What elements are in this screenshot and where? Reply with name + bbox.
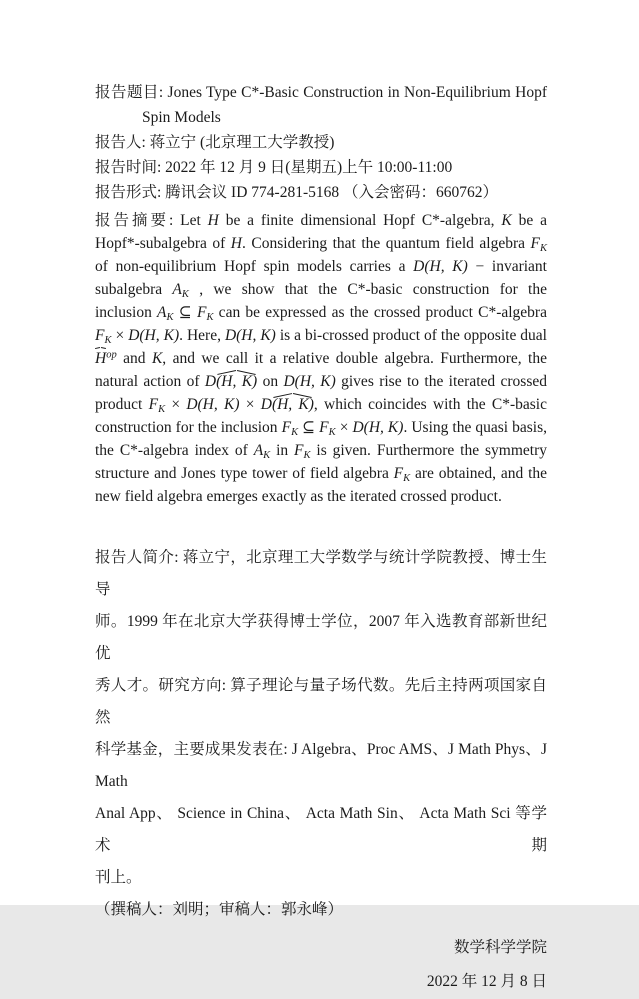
- text-run: F: [281, 419, 292, 436]
- text-run: K: [181, 288, 189, 300]
- abstract-line-6: [95, 324, 547, 347]
- text-run: K: [291, 426, 299, 438]
- text-run: ⊆: [173, 304, 197, 321]
- text-run: Hopf*-subalgebra of: [95, 235, 231, 252]
- text-run: D(H, K): [352, 419, 404, 436]
- text-run: gives rise to the iterated crossed: [335, 373, 548, 390]
- seminar-header: [95, 80, 547, 205]
- text-run: K: [403, 472, 411, 484]
- text-run: are obtained, and the: [410, 465, 548, 482]
- text-run: D(H, K): [413, 258, 468, 275]
- abstract-line-7: [95, 347, 547, 370]
- page-content: [95, 80, 547, 999]
- text-run: K: [104, 334, 112, 346]
- bio-line-5: Anal App、 Science in China、 Acta Math Sin、 Acta Math Sci 等学术期: [95, 805, 547, 854]
- text-run: K: [263, 449, 271, 461]
- abstract-line-4: [95, 278, 547, 301]
- abstract-line-11: [95, 439, 547, 462]
- text-run: inclusion: [95, 304, 158, 321]
- text-run: is a bi-crossed product of the opposite dual: [275, 327, 547, 344]
- text-run: K: [151, 350, 163, 367]
- bio-line-1: 报告人简介: 蒋立宁，北京理工大学数学与统计学院教授、博士生导: [95, 549, 547, 598]
- text-run: new field algebra emerges exactly as the iterated crossed product.: [95, 488, 502, 505]
- text-run: H: [95, 350, 107, 367]
- text-run: A: [253, 442, 264, 459]
- text-run: 报告摘要: Let: [95, 212, 208, 229]
- bio-line-6: 刊上。: [95, 869, 142, 886]
- text-run: D: [260, 396, 272, 413]
- time-line: 报告时间: 2022 年 12 月 9 日(星期五)上午 10:00-11:00: [95, 159, 453, 176]
- text-run: K: [158, 403, 166, 415]
- text-run: , we show that the C*-basic construction for the: [188, 281, 547, 298]
- text-run: natural action of: [95, 373, 205, 390]
- text-run: H: [207, 212, 219, 229]
- text-run: D(H, K): [224, 327, 276, 344]
- signature-section: [95, 931, 547, 999]
- text-run: D: [204, 373, 217, 390]
- text-run: on: [257, 373, 284, 390]
- bio-line-3: 秀人才。研究方向: 算子理论与量子场代数。先后主持两项国家自然: [95, 677, 547, 726]
- text-run: F: [148, 396, 159, 413]
- text-run: (H, K): [216, 373, 258, 390]
- text-run: subalgebra: [95, 281, 173, 298]
- text-run: be a: [511, 212, 547, 229]
- speaker-bio-section: [95, 542, 547, 894]
- abstract-line-2: [95, 232, 547, 255]
- text-run: . Considering that the quantum field algebra: [242, 235, 531, 252]
- text-run: K: [539, 242, 547, 254]
- text-run: ⊆: [298, 419, 320, 436]
- text-run: in: [270, 442, 295, 459]
- abstract-line-3: [95, 255, 547, 278]
- text-run: A: [172, 281, 182, 298]
- text-run: . Using the quasi basis,: [403, 419, 547, 436]
- abstract-line-5: [95, 301, 547, 324]
- text-run: K: [328, 426, 336, 438]
- text-run: D(H, K): [283, 373, 336, 390]
- text-run: . Here,: [179, 327, 225, 344]
- text-run: structure and Jones type tower of field algebra: [95, 465, 394, 482]
- text-run: F: [294, 442, 304, 459]
- text-run: D(H, K): [128, 327, 180, 344]
- text-run: K: [206, 311, 214, 323]
- seminar-title-line-2: Spin Models: [142, 109, 221, 126]
- credits-line: （撰稿人：刘明；审稿人：郭永峰）: [95, 901, 344, 918]
- text-run: F: [530, 235, 540, 252]
- text-run: (H, K): [271, 396, 314, 413]
- text-run: ×: [239, 396, 261, 413]
- text-run: , and we call it a relative double algebra. Furthermore, the: [162, 350, 547, 367]
- abstract-line-13: [95, 485, 547, 508]
- bio-line-2: 师。1999 年在北京大学获得博士学位，2007 年入选教育部新世纪优: [95, 613, 547, 662]
- text-run: and: [116, 350, 152, 367]
- text-run: F: [196, 304, 207, 321]
- text-run: product: [95, 396, 149, 413]
- bio-line-4: 科学基金，主要成果发表在: J Algebra、Proc AMS、J Math Phys、J Math: [95, 741, 547, 790]
- speaker-line: 报告人: 蒋立宁 (北京理工大学教授): [95, 134, 335, 151]
- text-run: F: [319, 419, 329, 436]
- text-run: D(H, K): [186, 396, 240, 413]
- text-run: F: [95, 327, 105, 344]
- text-run: − invariant: [467, 258, 547, 275]
- text-run: of non-equilibrium Hopf spin models carries a: [95, 258, 414, 275]
- abstract-line-10: [95, 416, 547, 439]
- signature-organization: 数学科学学院: [453, 939, 547, 956]
- text-run: the C*-algebra index of: [95, 442, 254, 459]
- text-run: H: [230, 235, 242, 252]
- seminar-title-line-1: 报告题目: Jones Type C*-Basic Construction in Non-Equilibrium Hopf: [95, 84, 547, 101]
- format-line: 报告形式: 腾讯会议 ID 774-281-5168 （入会密码：660762）: [95, 184, 498, 201]
- text-run: F: [393, 465, 404, 482]
- text-run: A: [157, 304, 167, 321]
- signature-date: 2022 年 12 月 8 日: [426, 973, 547, 990]
- abstract-line-9: [95, 393, 547, 416]
- abstract-section: [95, 209, 547, 508]
- text-run: is given. Furthermore the symmetry: [310, 442, 547, 459]
- text-run: K: [303, 449, 311, 461]
- text-run: K: [166, 311, 174, 323]
- text-run: op: [106, 349, 117, 361]
- abstract-line-12: [95, 462, 547, 485]
- abstract-line-1: [95, 209, 547, 232]
- text-run: construction for the inclusion: [95, 419, 282, 436]
- text-run: ×: [111, 327, 129, 344]
- text-run: K: [501, 212, 512, 229]
- text-run: ×: [165, 396, 187, 413]
- text-run: be a finite dimensional Hopf C*-algebra,: [218, 212, 502, 229]
- text-run: can be expressed as the crossed product C*-algebra: [213, 304, 547, 321]
- text-run: , which coincides with the C*-basic: [313, 396, 547, 413]
- text-run: ×: [335, 419, 353, 436]
- abstract-line-8: [95, 370, 547, 393]
